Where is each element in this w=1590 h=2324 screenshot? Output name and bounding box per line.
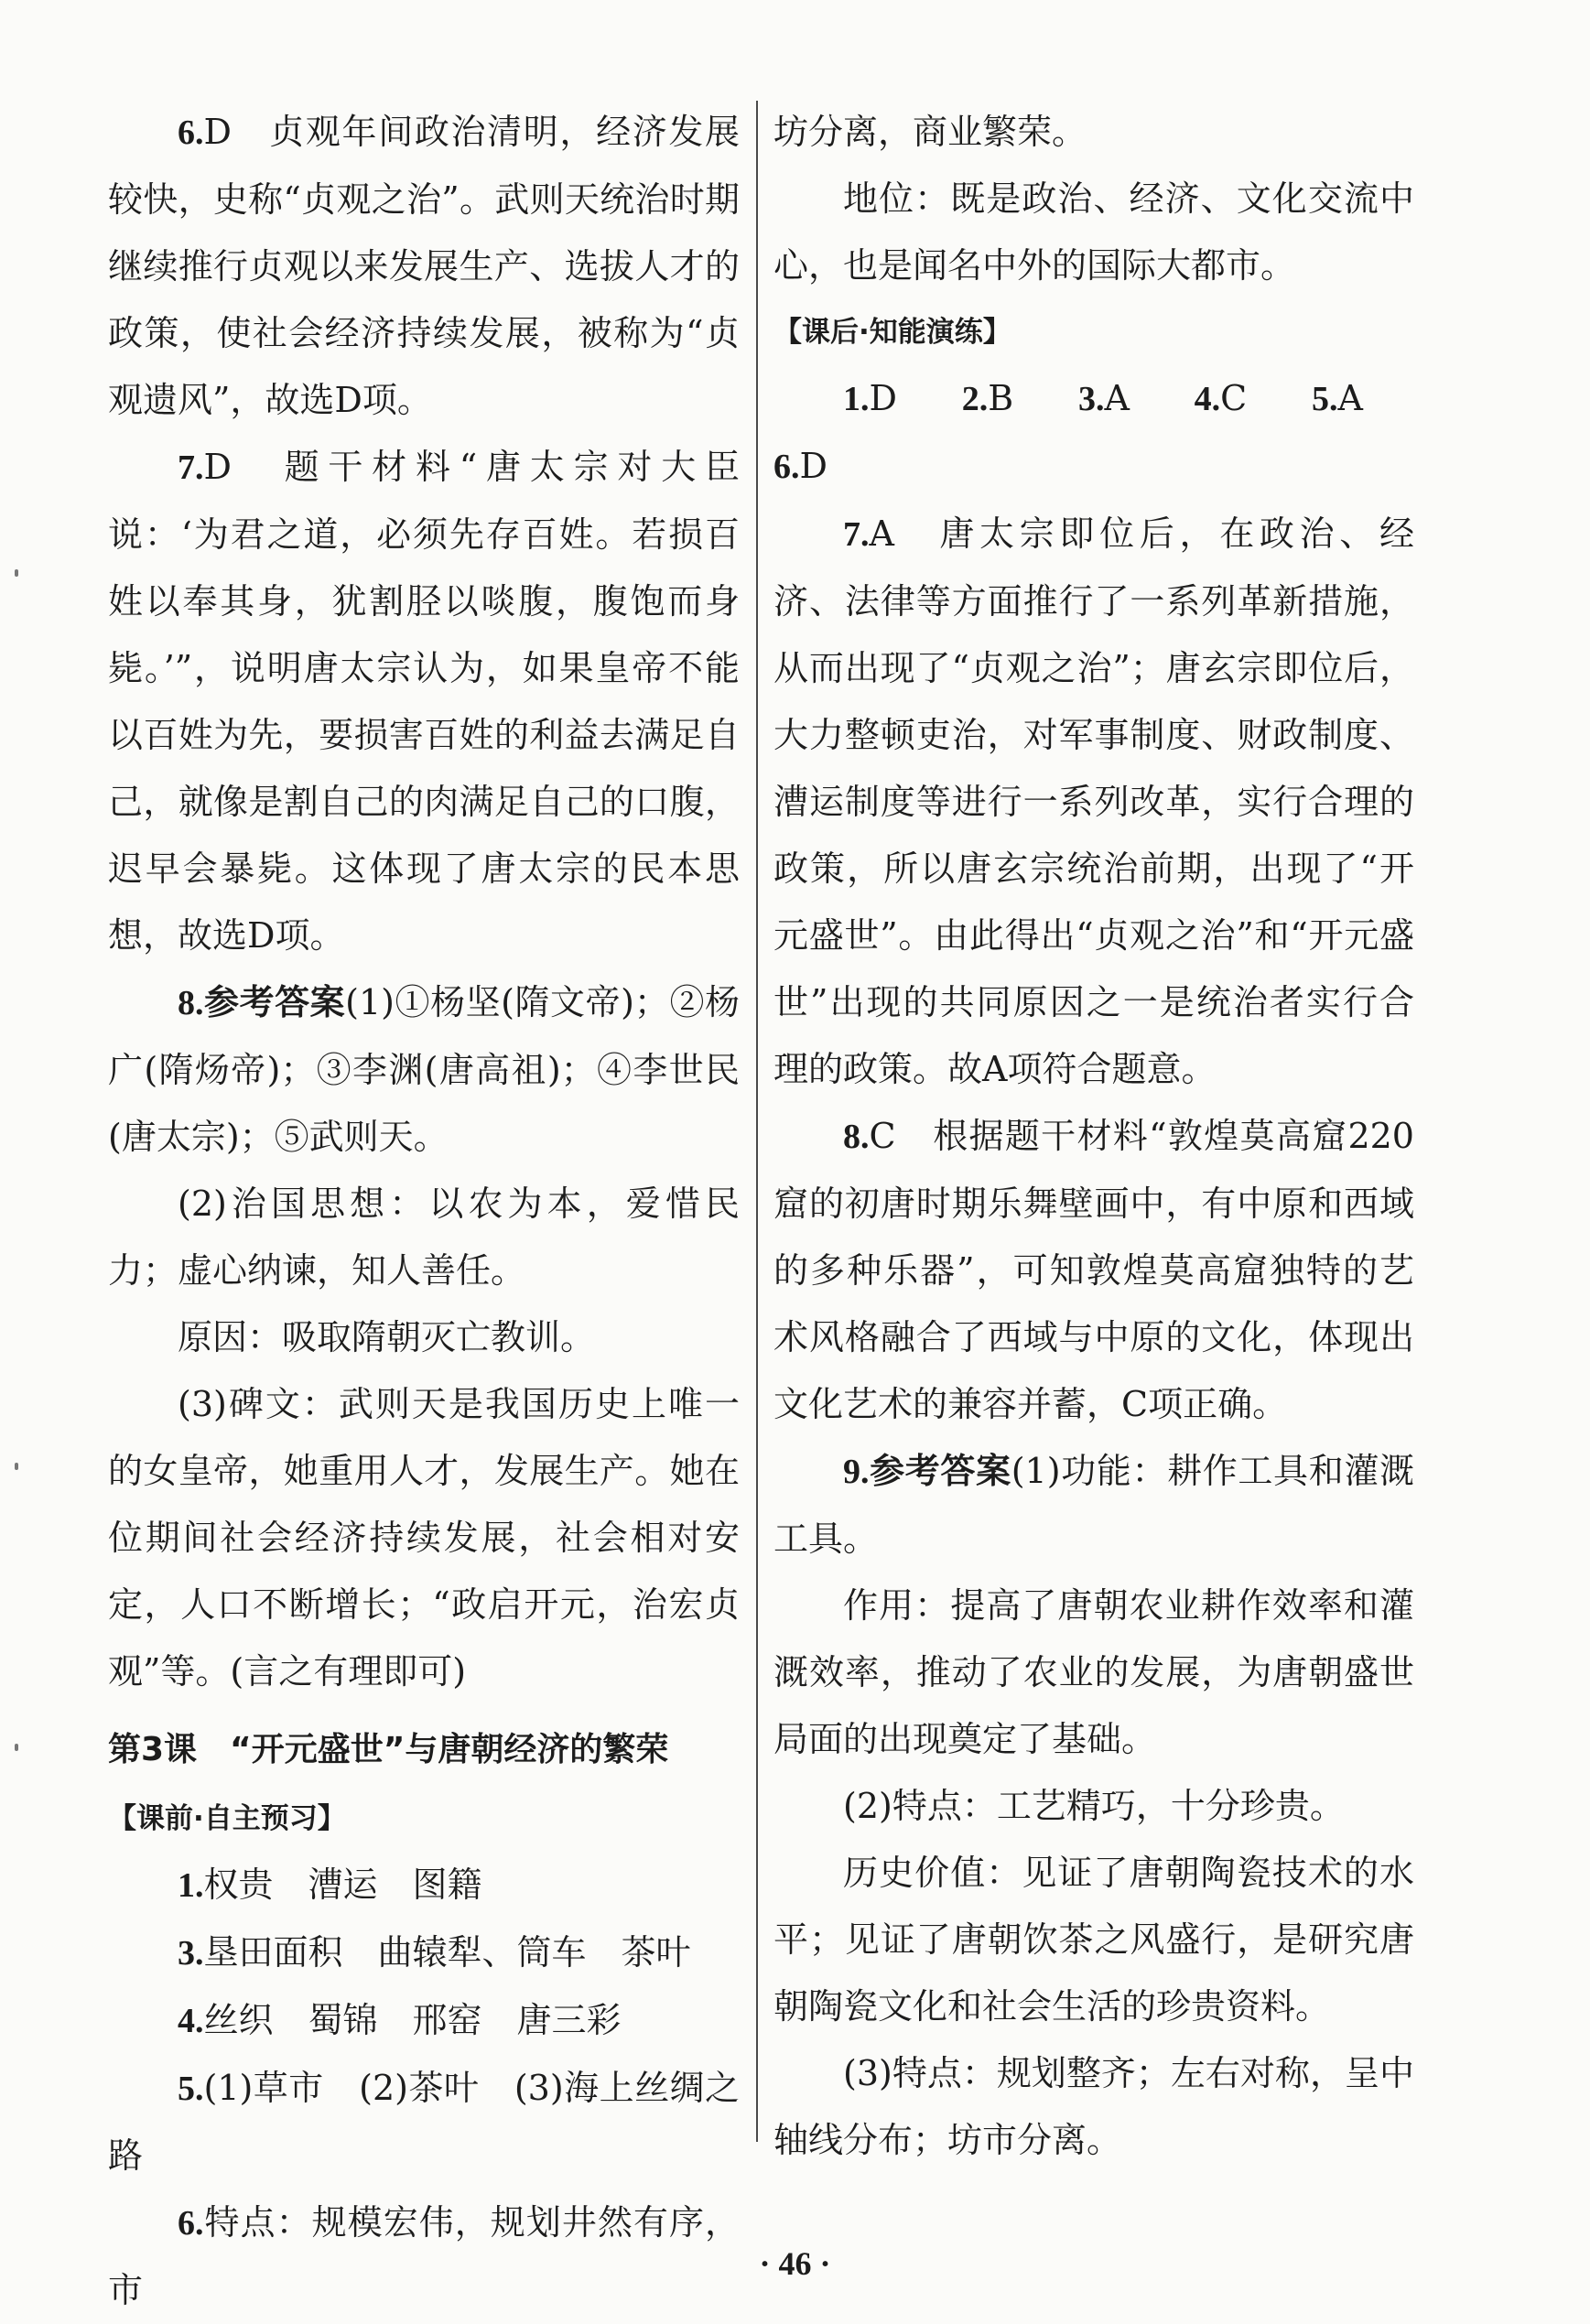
practice-section-label: 【课后·知能演练】	[773, 316, 1011, 349]
right-column	[773, 99, 1414, 2174]
practice-answer-q9-part2: (2)特点：工艺精巧，十分珍贵。	[843, 1786, 1345, 1826]
preview-answer-6-continued: 坊分离，商业繁荣。	[773, 112, 1087, 152]
choice-answer: 5.A	[1312, 378, 1363, 418]
preview-answer-1: 1.权贵 漕运 图籍	[178, 1865, 482, 1905]
practice-answer-q7: 7.A 唐太宗即位后，在政治、经济、法律等方面推行了一系列革新措施，从而出现了“贞观之治”；唐玄宗即位后，大力整顿吏治，对军事制度、财政制度、漕运制度等进行一系列改革，实行合理的政策，所以唐玄宗统治前期，出现了“开元盛世”。由此得出“贞观之治”和“开元盛世”出现的共同原因之一是统治者实行合理的政策。故A项符合题意。	[773, 513, 1414, 1089]
answer-q8-part3: (3)碑文：武则天是我国历史上唯一的女皇帝，她重用人才，发展生产。她在位期间社会经济持续发展，社会相对安定，人口不断增长；“政启开元，治宏贞观”等。(言之有理即可)	[108, 1384, 740, 1692]
preview-answer-5: 5.(1)草市 (2)茶叶 (3)海上丝绸之路	[108, 2068, 740, 2176]
preview-answer-6-status: 地位：既是政治、经济、文化交流中心，也是闻名中外的国际大都市。	[773, 178, 1414, 286]
answer-q8-part2: (2)治国思想：以农为本，爱惜民力；虚心纳谏，知人善任。	[108, 1184, 740, 1291]
preview-answer-6: 6.特点：规模宏伟，规划井然有序，市	[108, 2202, 740, 2310]
preview-answer-3: 3.垦田面积 曲辕犁、筒车 茶叶	[178, 1932, 691, 1973]
scan-mark	[15, 1463, 18, 1470]
scan-mark	[15, 1744, 18, 1751]
answer-q6: 6.D 贞观年间政治清明，经济发展较快，史称“贞观之治”。武则天统治时期继续推行贞观以来发展生产、选拔人才的政策，使社会经济持续发展，被称为“贞观遗风”，故选D项。	[108, 112, 740, 420]
answer-q7: 7.D 题干材料“唐太宗对大臣说：‘为君之道，必须先存百姓。若损百姓以奉其身，犹割胫以啖腹，腹饱而身毙。’”，说明唐太宗认为，如果皇帝不能以百姓为先，要损害百姓的利益去满足自己，就像是割自己的肉满足自己的口腹，迟早会暴毙。这体现了唐太宗的民本思想，故选D项。	[108, 447, 740, 956]
answer-q8-reason: 原因：吸取隋朝灭亡教训。	[178, 1317, 596, 1357]
scan-mark	[15, 569, 18, 577]
page-number: · 46 ·	[759, 2245, 831, 2282]
preview-section-label: 【课前·自主预习】	[108, 1802, 346, 1835]
choice-answer: 1.D	[843, 378, 897, 418]
left-column	[108, 99, 740, 2324]
practice-answer-q9: 9.参考答案(1)功能：耕作工具和灌溉工具。	[773, 1451, 1414, 1559]
lesson-title: 第3课 “开元盛世”与唐朝经济的繁荣	[108, 1731, 669, 1768]
practice-answer-q9-effect: 作用：提高了唐朝农业耕作效率和灌溉效率，推动了农业的发展，为唐朝盛世局面的出现奠定了基础。	[773, 1585, 1414, 1759]
practice-answer-q8: 8.C 根据题干材料“敦煌莫高窟220窟的初唐时期乐舞壁画中，有中原和西域的多种乐器”，可知敦煌莫高窟独特的艺术风格融合了西域与中原的文化，体现出文化艺术的兼容并蓄，C项正确。	[773, 1116, 1414, 1424]
choice-answer: 2.B	[961, 378, 1014, 418]
column-divider	[756, 101, 758, 2142]
practice-answer-q9-value: 历史价值：见证了唐朝陶瓷技术的水平；见证了唐朝饮茶之风盛行，是研究唐朝陶瓷文化和社会生活的珍贵资料。	[773, 1853, 1414, 2027]
choice-answer: 4.C	[1194, 378, 1248, 418]
choice-answer: 3.A	[1077, 378, 1130, 418]
preview-answer-4: 4.丝织 蜀锦 邢窑 唐三彩	[178, 2000, 622, 2040]
practice-answer-q9-part3: (3)特点：规划整齐；左右对称，呈中轴线分布；坊市分离。	[773, 2053, 1414, 2160]
answer-q8: 8.参考答案(1)①杨坚(隋文帝)；②杨广(隋炀帝)；③李渊(唐高祖)；④李世民(唐太宗)；⑤武则天。	[108, 982, 740, 1157]
choice-answer: 6.D	[773, 446, 827, 486]
choice-answers-row	[773, 365, 1414, 501]
